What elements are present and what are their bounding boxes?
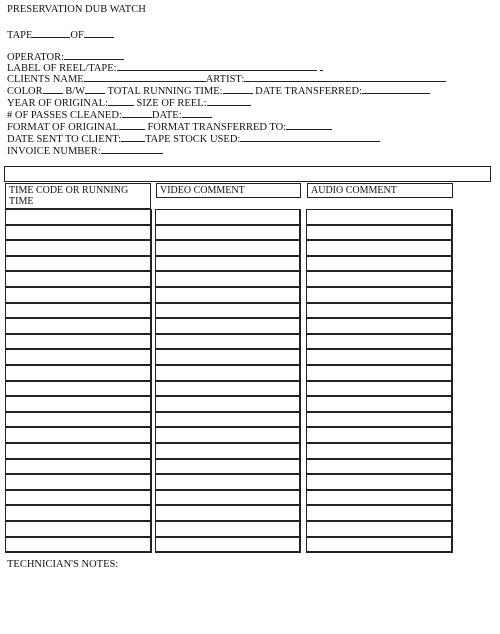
- time-code-cell[interactable]: [5, 225, 152, 241]
- tape-stock-used-field[interactable]: [240, 132, 380, 142]
- tape-label: TAPE: [7, 30, 33, 41]
- time-code-cell[interactable]: [5, 365, 152, 382]
- video-comment-cell[interactable]: [155, 318, 301, 335]
- artist-field[interactable]: [244, 72, 446, 82]
- notes-banner-box[interactable]: [4, 166, 491, 182]
- label-of-reel-label: LABEL OF REEL/TAPE:: [7, 63, 117, 74]
- video-comment-cell[interactable]: [155, 459, 301, 475]
- tape-line: [7, 28, 114, 42]
- passes-cleaned-label: # OF PASSES CLEANED:: [7, 110, 122, 121]
- video-comment-cell[interactable]: [155, 490, 301, 506]
- time-code-cell[interactable]: [5, 459, 152, 475]
- video-comment-cell[interactable]: [155, 412, 301, 428]
- audio-comment-cell[interactable]: [306, 225, 453, 241]
- video-comment-cell[interactable]: [155, 521, 301, 538]
- date-sent-to-client-field[interactable]: [121, 132, 145, 142]
- tape-number-field[interactable]: [32, 28, 70, 38]
- time-code-cell[interactable]: [5, 256, 152, 272]
- video-comment-cell[interactable]: [155, 537, 301, 553]
- audio-comment-cell[interactable]: [306, 443, 453, 460]
- time-code-cell[interactable]: [5, 303, 152, 319]
- time-code-cell[interactable]: [5, 490, 152, 506]
- size-of-reel-label: SIZE OF REEL:: [136, 98, 207, 109]
- video-comment-cell[interactable]: [155, 396, 301, 413]
- video-comment-cell[interactable]: [155, 287, 301, 304]
- video-comment-cell[interactable]: [155, 365, 301, 382]
- invoice-line: [7, 144, 163, 158]
- video-comment-cell[interactable]: [155, 303, 301, 319]
- of-label: OF: [70, 30, 84, 41]
- artist-label: ARTIST:: [205, 74, 245, 85]
- bw-label: B/W: [65, 86, 86, 97]
- operator-label: OPERATOR:: [7, 52, 64, 63]
- clients-name-label: CLIENTS NAME: [7, 74, 84, 85]
- video-comment-cell[interactable]: [155, 225, 301, 241]
- invoice-number-field[interactable]: [101, 144, 163, 154]
- technicians-notes-label: TECHNICIAN'S NOTES:: [7, 559, 119, 570]
- audio-comment-cell[interactable]: [306, 412, 453, 428]
- tape-stock-used-label: TAPE STOCK USED:: [145, 134, 241, 145]
- audio-comment-cell[interactable]: [306, 287, 453, 304]
- video-comment-cell[interactable]: [155, 505, 301, 522]
- audio-comment-cell[interactable]: [306, 349, 453, 366]
- audio-comment-cell[interactable]: [306, 427, 453, 444]
- format-of-original-field[interactable]: [119, 120, 145, 130]
- time-code-cell[interactable]: [5, 505, 152, 522]
- time-code-cell[interactable]: [5, 240, 152, 257]
- time-code-cell[interactable]: [5, 334, 152, 350]
- time-code-cell[interactable]: [5, 396, 152, 413]
- audio-comment-cell[interactable]: [306, 474, 453, 491]
- total-running-time-field[interactable]: [223, 84, 253, 94]
- time-code-cell[interactable]: [5, 381, 152, 397]
- time-code-cell[interactable]: [5, 427, 152, 444]
- audio-comment-cell[interactable]: [306, 490, 453, 506]
- operator-field[interactable]: [64, 50, 124, 60]
- audio-comment-cell[interactable]: [306, 396, 453, 413]
- video-comment-cell[interactable]: [155, 256, 301, 272]
- time-code-cell[interactable]: [5, 318, 152, 335]
- time-code-cell[interactable]: [5, 521, 152, 538]
- date-transferred-label: DATE TRANSFERRED:: [255, 86, 363, 97]
- audio-comment-cell[interactable]: [306, 256, 453, 272]
- format-transferred-to-field[interactable]: [286, 120, 332, 130]
- format-transferred-to-label: FORMAT TRANSFERRED TO:: [147, 122, 287, 133]
- time-code-cell[interactable]: [5, 474, 152, 491]
- time-code-cell[interactable]: [5, 537, 152, 553]
- format-of-original-label: FORMAT OF ORIGINAL: [7, 122, 119, 133]
- audio-comment-cell[interactable]: [306, 240, 453, 257]
- video-comment-cell[interactable]: [155, 334, 301, 350]
- video-comment-cell[interactable]: [155, 240, 301, 257]
- video-comment-cell[interactable]: [155, 443, 301, 460]
- tape-total-field[interactable]: [84, 28, 114, 38]
- video-comment-cell[interactable]: [155, 209, 301, 226]
- audio-comment-cell[interactable]: [306, 334, 453, 350]
- passes-date-label: DATE:: [151, 110, 182, 121]
- passes-cleaned-field[interactable]: [122, 108, 152, 118]
- audio-comment-cell[interactable]: [306, 318, 453, 335]
- audio-comment-cell[interactable]: [306, 521, 453, 538]
- time-code-cell[interactable]: [5, 349, 152, 366]
- audio-comment-cell[interactable]: [306, 381, 453, 397]
- label-of-reel-dash: [320, 61, 323, 71]
- invoice-number-label: INVOICE NUMBER:: [7, 146, 101, 157]
- date-sent-to-client-label: DATE SENT TO CLIENT:: [7, 134, 122, 145]
- color-field[interactable]: [43, 84, 63, 94]
- video-comment-cell[interactable]: [155, 381, 301, 397]
- clients-name-field[interactable]: [84, 72, 206, 82]
- audio-comment-cell[interactable]: [306, 537, 453, 553]
- form-title: PRESERVATION DUB WATCH: [7, 4, 146, 15]
- time-code-cell[interactable]: [5, 412, 152, 428]
- size-of-reel-field[interactable]: [207, 96, 251, 106]
- year-of-original-label: YEAR OF ORIGINAL:: [7, 98, 108, 109]
- color-label: COLOR: [7, 86, 43, 97]
- passes-date-field[interactable]: [182, 108, 212, 118]
- audio-comment-cell[interactable]: [306, 209, 453, 226]
- time-code-header: TIME CODE OR RUNNING TIME: [5, 183, 151, 209]
- label-of-reel-field[interactable]: [117, 61, 317, 71]
- video-comment-cell[interactable]: [155, 427, 301, 444]
- video-comment-cell[interactable]: [155, 474, 301, 491]
- date-transferred-field[interactable]: [362, 84, 430, 94]
- time-code-cell[interactable]: [5, 209, 152, 226]
- total-running-time-label: TOTAL RUNNING TIME:: [107, 86, 223, 97]
- audio-comment-cell[interactable]: [306, 365, 453, 382]
- video-comment-cell[interactable]: [155, 271, 301, 288]
- time-code-cell[interactable]: [5, 287, 152, 304]
- video-comment-header: VIDEO COMMENT: [156, 183, 301, 198]
- year-of-original-field[interactable]: [108, 96, 134, 106]
- audio-comment-cell[interactable]: [306, 271, 453, 288]
- audio-comment-cell[interactable]: [306, 459, 453, 475]
- audio-comment-header: AUDIO COMMENT: [307, 183, 453, 198]
- time-code-cell[interactable]: [5, 271, 152, 288]
- time-code-cell[interactable]: [5, 443, 152, 460]
- audio-comment-cell[interactable]: [306, 303, 453, 319]
- bw-field[interactable]: [85, 84, 105, 94]
- video-comment-cell[interactable]: [155, 349, 301, 366]
- audio-comment-cell[interactable]: [306, 505, 453, 522]
